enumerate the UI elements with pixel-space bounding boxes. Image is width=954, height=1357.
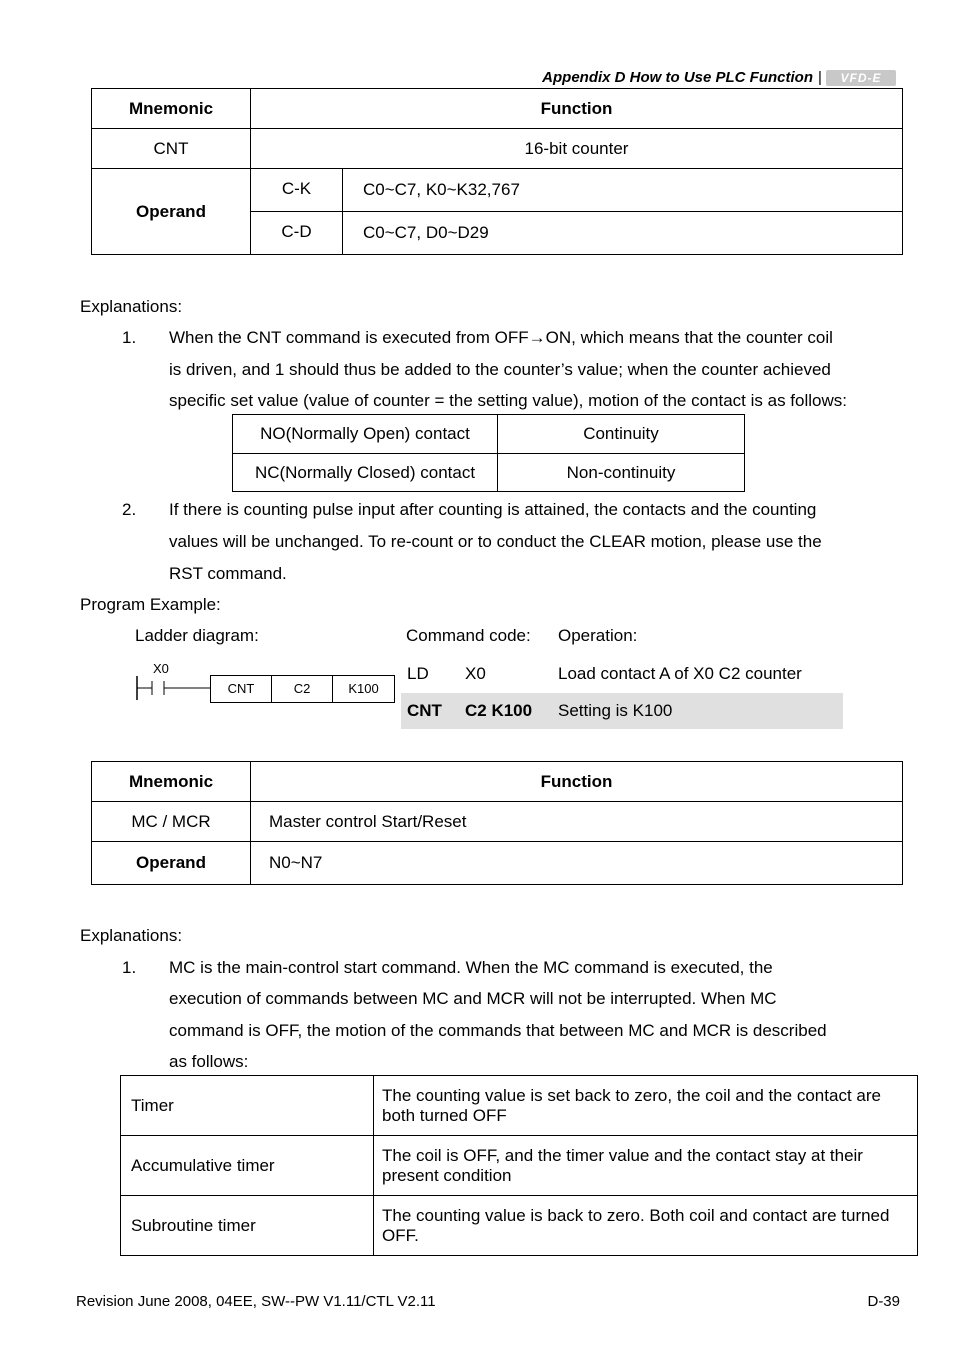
operand-value: N0~N7 bbox=[251, 842, 903, 885]
mnemonic-header: Mnemonic bbox=[92, 89, 251, 129]
mnemonic-cell: MC / MCR bbox=[92, 802, 251, 842]
timer-type: Accumulative timer bbox=[121, 1136, 374, 1196]
function-header: Function bbox=[251, 762, 903, 802]
timer-description: The coil is OFF, and the timer value and the contact stay at their present condition bbox=[374, 1136, 918, 1196]
operand-label: Operand bbox=[92, 842, 251, 885]
ladder-diagram-label: Ladder diagram: bbox=[135, 626, 259, 645]
header-separator: | bbox=[818, 69, 822, 86]
operand-value: C0~C7, K0~K32,767 bbox=[343, 169, 903, 212]
contact-label: X0 bbox=[153, 661, 169, 676]
command-operation: Setting is K100 bbox=[558, 701, 673, 720]
timer-description: The counting value is back to zero. Both coil and contact are turned OFF. bbox=[374, 1196, 918, 1256]
function-cell: 16-bit counter bbox=[251, 129, 903, 169]
mc-instruction-table bbox=[91, 761, 903, 885]
cnt-instruction-table bbox=[91, 88, 903, 255]
operation-label: Operation: bbox=[558, 626, 638, 645]
contact-state-table bbox=[232, 414, 745, 492]
list-number: 1. bbox=[122, 328, 137, 347]
page-number: D-39 bbox=[867, 1293, 900, 1310]
operand-value: C0~C7, D0~D29 bbox=[343, 212, 903, 255]
command-operand: C2 K100 bbox=[465, 701, 533, 720]
command-operand: X0 bbox=[465, 664, 486, 683]
explanation-line: execution of commands between MC and MCR will not be interrupted. When MC bbox=[169, 989, 777, 1008]
function-cell: Master control Start/Reset bbox=[251, 802, 903, 842]
command-code: CNT bbox=[407, 701, 442, 720]
mnemonic-cell: CNT bbox=[92, 129, 251, 169]
explanation-line: MC is the main-control start command. When the MC command is executed, the bbox=[169, 958, 773, 977]
command-operation: Load contact A of X0 C2 counter bbox=[558, 664, 802, 683]
contact-state: Non-continuity bbox=[498, 454, 745, 492]
list-number: 1. bbox=[122, 958, 137, 977]
setting-box: K100 bbox=[332, 675, 395, 703]
mnemonic-header: Mnemonic bbox=[92, 762, 251, 802]
list-number: 2. bbox=[122, 500, 137, 519]
contact-state: Continuity bbox=[498, 415, 745, 454]
explanation-line: RST command. bbox=[169, 564, 287, 583]
explanation-line: command is OFF, the motion of the commands that between MC and MCR is described bbox=[169, 1021, 827, 1040]
explanation-line: as follows: bbox=[169, 1052, 249, 1071]
timer-type: Subroutine timer bbox=[121, 1196, 374, 1256]
explanation-line: values will be unchanged. To re-count or to conduct the CLEAR motion, please use the bbox=[169, 532, 822, 551]
command-code-label: Command code: bbox=[406, 626, 531, 645]
command-row bbox=[401, 656, 843, 692]
program-example-heading: Program Example: bbox=[80, 595, 221, 614]
operand-type: C-K bbox=[251, 169, 343, 212]
footer-revision: Revision June 2008, 04EE, SW--PW V1.11/CTL V2.11 bbox=[76, 1293, 436, 1310]
vfd-e-logo: VFD-E bbox=[826, 70, 896, 86]
contact-type: NO(Normally Open) contact bbox=[233, 415, 498, 454]
contact-type: NC(Normally Closed) contact bbox=[233, 454, 498, 492]
command-code: LD bbox=[407, 664, 429, 683]
operand-label: Operand bbox=[92, 169, 251, 255]
explanation-line: If there is counting pulse input after counting is attained, the contacts and the counting bbox=[169, 500, 817, 519]
timer-type: Timer bbox=[121, 1076, 374, 1136]
explanation-line: is driven, and 1 should thus be added to the counter’s value; when the counter achieved bbox=[169, 360, 831, 379]
timer-description: The counting value is set back to zero, the coil and the contact are both turned OFF bbox=[374, 1076, 918, 1136]
function-header: Function bbox=[251, 89, 903, 129]
counter-box: C2 bbox=[271, 675, 333, 703]
timer-behavior-table bbox=[120, 1075, 918, 1256]
explanation-line: specific set value (value of counter = the setting value), motion of the contact is as follows: bbox=[169, 391, 847, 410]
page-header-title: Appendix D How to Use PLC Function bbox=[542, 69, 813, 86]
explanations-heading: Explanations: bbox=[80, 297, 183, 316]
command-row bbox=[401, 693, 843, 729]
instruction-box: CNT bbox=[210, 675, 272, 703]
contact-symbol bbox=[135, 676, 215, 700]
operand-type: C-D bbox=[251, 212, 343, 255]
explanation-line: When the CNT command is executed from OFF→ON, which means that the counter coil bbox=[169, 328, 833, 347]
explanations-heading: Explanations: bbox=[80, 926, 183, 945]
